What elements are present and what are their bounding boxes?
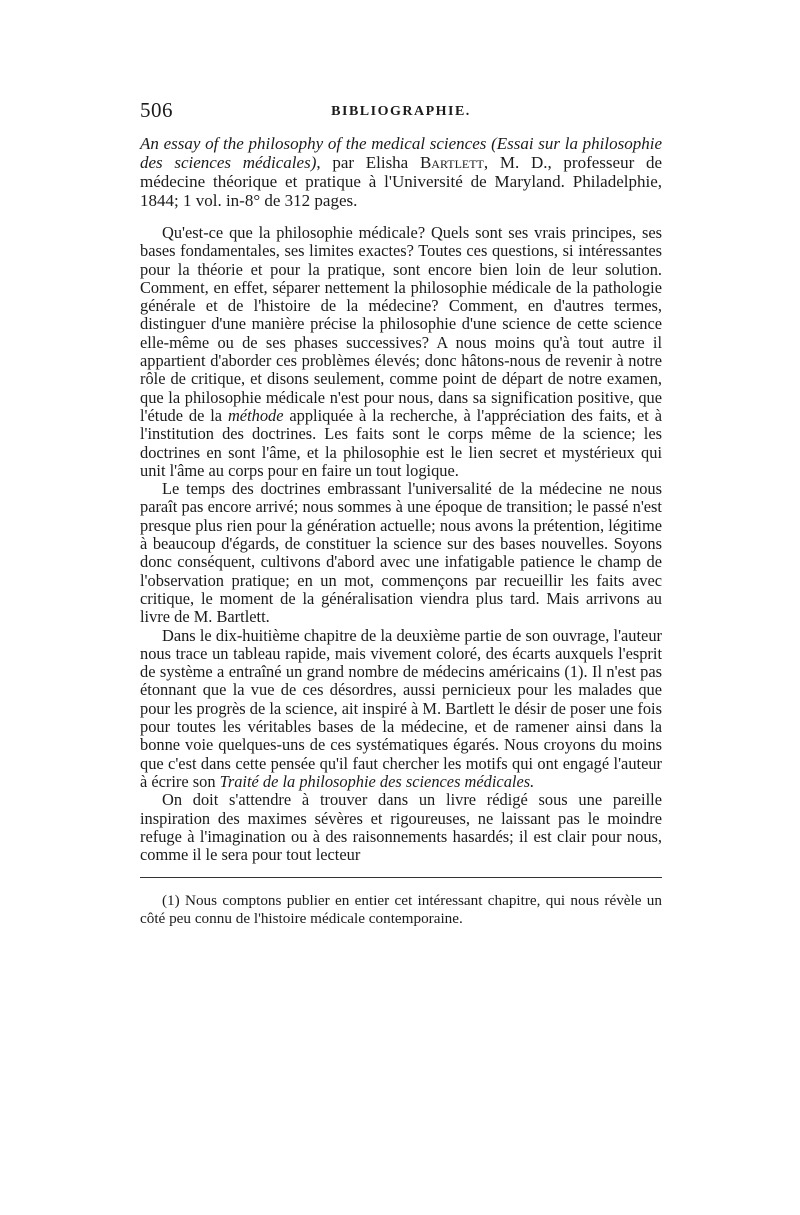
footnote-divider xyxy=(140,877,662,878)
paragraph-3-italic: Traité de la philosophie des sciences médicales. xyxy=(219,771,535,791)
book-page xyxy=(140,98,662,927)
footnote: (1) Nous comptons publier en entier cet intéressant chapitre, qui nous révèle un côté peu connu de l'histoire médicale contemporaine. xyxy=(140,892,662,927)
review-body xyxy=(140,224,662,864)
paragraph-4: On doit s'attendre à trouver dans un livre rédigé sous une pareille inspiration des maximes sévères et rigoureuses, ne laissant pas le moindre refuge à l'imagination ou à des raisonnements hasardés; il est clair pour nous, comme il le sera pour tout lecteur xyxy=(140,790,662,865)
paragraph-1-italic: méthode xyxy=(227,405,284,425)
running-head: BIBLIOGRAPHIE. xyxy=(331,104,471,119)
citation-title: An essay of the philosophy of the medical sciences (Essai sur la philosophie des sciences médicales) xyxy=(140,134,662,172)
citation-details: , M. D., professeur de médecine théorique et pratique à l'Université de Maryland. Philadelphie, 1844; 1 vol. in-8° de 312 pages. xyxy=(140,153,662,210)
page-header xyxy=(140,98,662,128)
citation-author: Bartlett xyxy=(419,153,484,172)
paragraph-2: Le temps des doctrines embrassant l'universalité de la médecine ne nous paraît pas encore arrivé; nous sommes à une époque de transition; le passé n'est presque plus rien pour la génération actuelle; nous avons la prétention, légitime à beaucoup d'égards, de constituer la science sur des bases nouvelles. Soyons donc conséquent, cultivons d'abord avec une infatigable patience le champ de l'observation pratique; en un mot, commençons par recueillir les faits avec critique, le moment de la généralisation viendra plus tard. Mais arrivons au livre de M. Bartlett. xyxy=(140,479,662,627)
paragraph-1-text: Qu'est-ce que la philosophie médicale? Quels sont ses vrais principes, ses bases fondamentales, ses limites exactes? Toutes ces questions, si intéressantes pour la théorie et pour la pratique, sont encore bien loin de leur solution. Comment, en effet, séparer nettement la philosophie médicale de la pathologie générale et de l'histoire de la médecine? Comment, en d'autres termes, distinguer d'une manière précise la philosophie d'une science de cette science elle-même ou de ses phases successives? A nous moins qu'à tout autre il appartient d'aborder ces problèmes élevés; donc hâtons-nous de revenir à notre rôle de critique, et disons seulement, comme point de départ de notre examen, que la philosophie médicale n'est pour nous, dans sa signification positive, que l'étude de la xyxy=(140,223,662,425)
bibliographic-citation xyxy=(140,134,662,210)
paragraph-1-end: appliquée à la recherche, à l'appréciation des faits, et à l'institution des doctrines. Les faits sont le corps même de la science; les doctrines en sont l'âme, et la philosophie est le lien secret et mystérieux qui unit l'âme au corps pour en faire un tout logique. xyxy=(140,405,662,480)
paragraph-1 xyxy=(140,224,662,480)
paragraph-3 xyxy=(140,627,662,792)
page-number: 506 xyxy=(140,98,173,122)
citation-by: , par Elisha xyxy=(316,153,420,172)
paragraph-3-text: Dans le dix-huitième chapitre de la deuxième partie de son ouvrage, l'auteur nous trace un tableau rapide, mais vivement coloré, des écarts auxquels l'esprit de système a entraîné un grand nombre de médecins américains (1). Il n'est pas étonnant que la vue de ces désordres, aussi pernicieux pour les malades que pour les progrès de la science, ait inspiré à M. Bartlett le désir de poser une fois pour toutes les véritables bases de la médecine, et de ramener ainsi dans la bonne voie quelques-uns de ces systématiques égarés. Nous croyons du moins que c'est dans cette pensée qu'il faut chercher les motifs qui ont engagé l'auteur à écrire son xyxy=(140,625,662,791)
